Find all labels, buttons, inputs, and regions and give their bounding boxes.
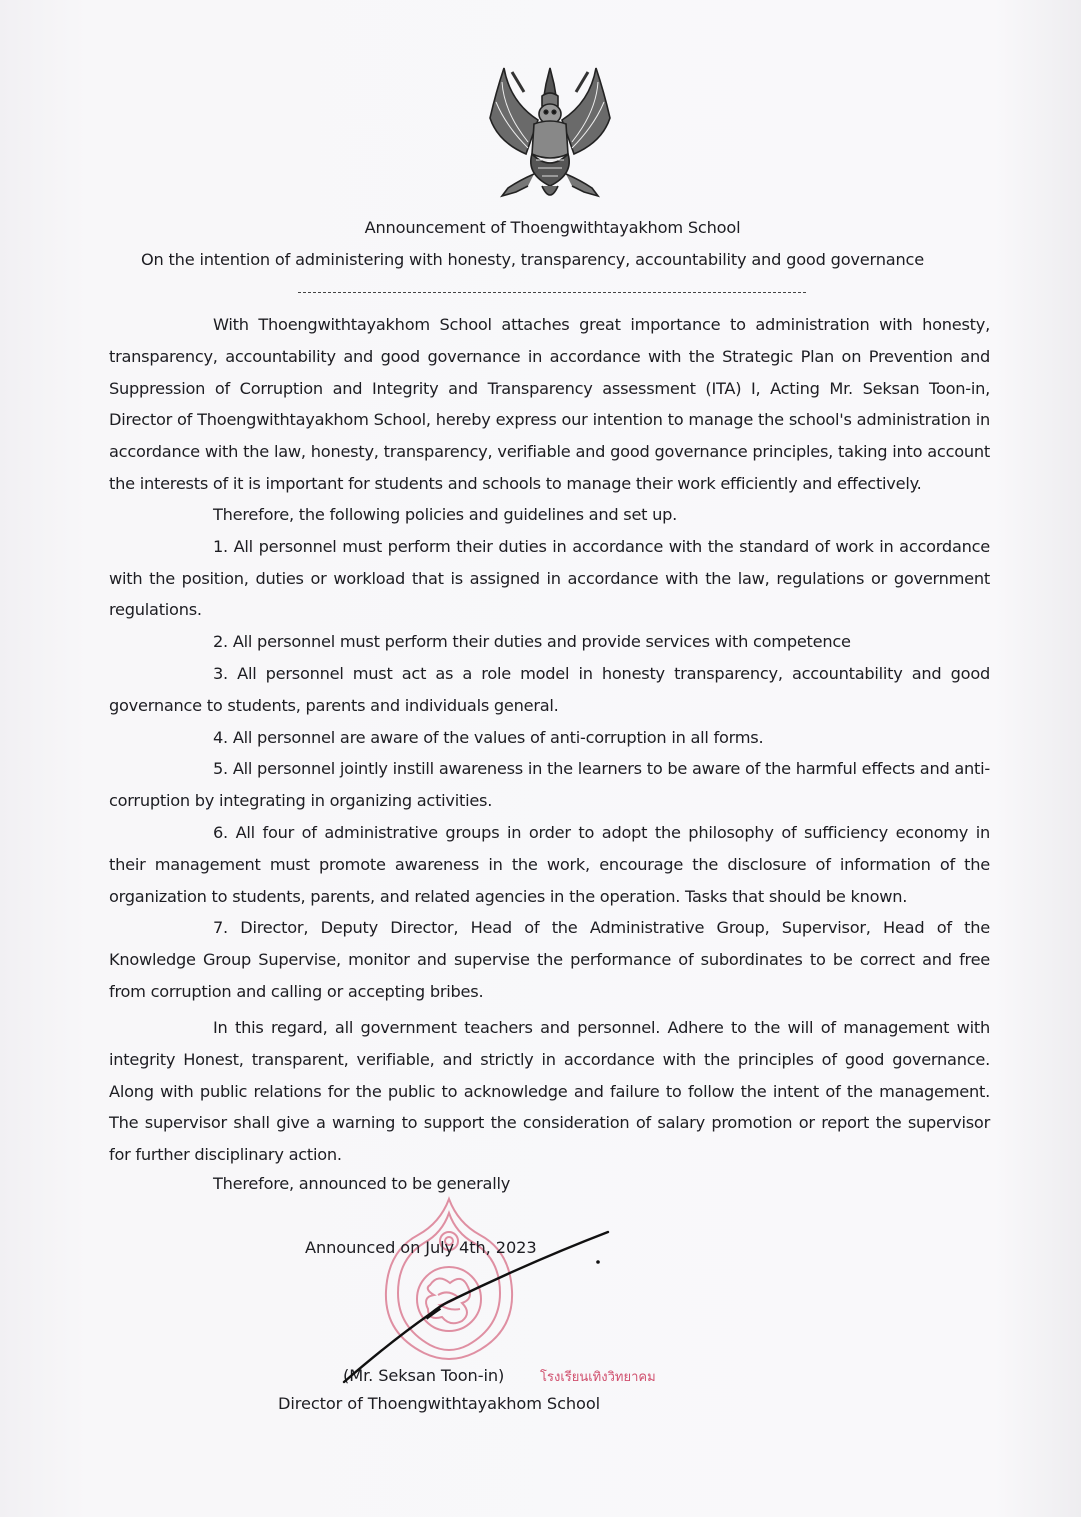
- signatory-name: (Mr. Seksan Toon-in): [343, 1366, 505, 1385]
- policy-item: 5. All personnel jointly instill awareness in the learners to be aware of the harmful effects and anti-corruption by integrating in organizing activities.: [109, 759, 990, 811]
- policy-item: 1. All personnel must perform their duties in accordance with the standard of work in accordance with the position, duties or workload that is assigned in accordance with the law, regulations or government regulations.: [109, 536, 990, 620]
- closing-section: [109, 1012, 990, 1171]
- policy-item: 2. All personnel must perform their duties and provide services with competence: [213, 632, 851, 652]
- announcement-subtitle: On the intention of administering with honesty, transparency, accountability and good governance: [140, 250, 925, 269]
- signatory-role: Director of Thoengwithtayakhom School: [278, 1394, 601, 1413]
- closing-paragraph: In this regard, all government teachers and personnel. Adhere to the will of management with integrity Honest, transparent, verifiable, and strictly in accordance with the principles of good governance. Along with public relations for the public to acknowledge and failure to follow the intent of the management. The supervisor shall give a warning to support the consideration of salary promotion or report the supervisor for further disciplinary action.: [109, 1018, 990, 1165]
- intro-paragraph: With Thoengwithtayakhom School attaches great importance to administration with honesty, transparency, accountability and good governance in accordance with the Strategic Plan on Prevention and Suppression of Corruption and Integrity and Transparency assessment (ITA) I, Acting Mr. Seksan Toon-in, Director of Thoengwithtayakhom School, hereby express our intention to manage the school's administration in accordance with the law, honesty, transparency, verifiable and good governance principles, taking into account the interests of it is important for students and schools to manage their work efficiently and effectively.: [109, 315, 990, 493]
- handwritten-signature: [330, 1222, 630, 1392]
- final-line: Therefore, announced to be generally: [213, 1174, 511, 1193]
- policy-item: 4. All personnel are aware of the values of anti-corruption in all forms.: [213, 727, 764, 747]
- seal-text: โรงเรียนเทิงวิทยาคม: [540, 1370, 656, 1385]
- policy-item: 6. All four of administrative groups in order to adopt the philosophy of sufficiency economy in their management must promote awareness in the work, encourage the disclosure of information of the organization to students, parents, and related agencies in the operation. Tasks that should be known.: [109, 822, 990, 906]
- policies-heading: Therefore, the following policies and guidelines and set up.: [213, 505, 678, 524]
- garuda-emblem-icon: [482, 62, 618, 208]
- announcement-date: Announced on July 4th, 2023: [305, 1238, 537, 1257]
- intro-section: [109, 309, 990, 500]
- policies-section: [109, 499, 990, 1008]
- final-line-section: [109, 1168, 990, 1200]
- policy-item: 3. All personnel must act as a role model in honesty transparency, accountability and good governance to students, parents and individuals general.: [109, 663, 990, 715]
- policy-item: 7. Director, Deputy Director, Head of the Administrative Group, Supervisor, Head of the Knowledge Group Supervise, monitor and supervise the performance of subordinates to be correct and free from corruption and calling or accepting bribes.: [109, 918, 990, 1001]
- announcement-title: Announcement of Thoengwithtayakhom School: [364, 218, 741, 237]
- title-divider: [298, 292, 806, 293]
